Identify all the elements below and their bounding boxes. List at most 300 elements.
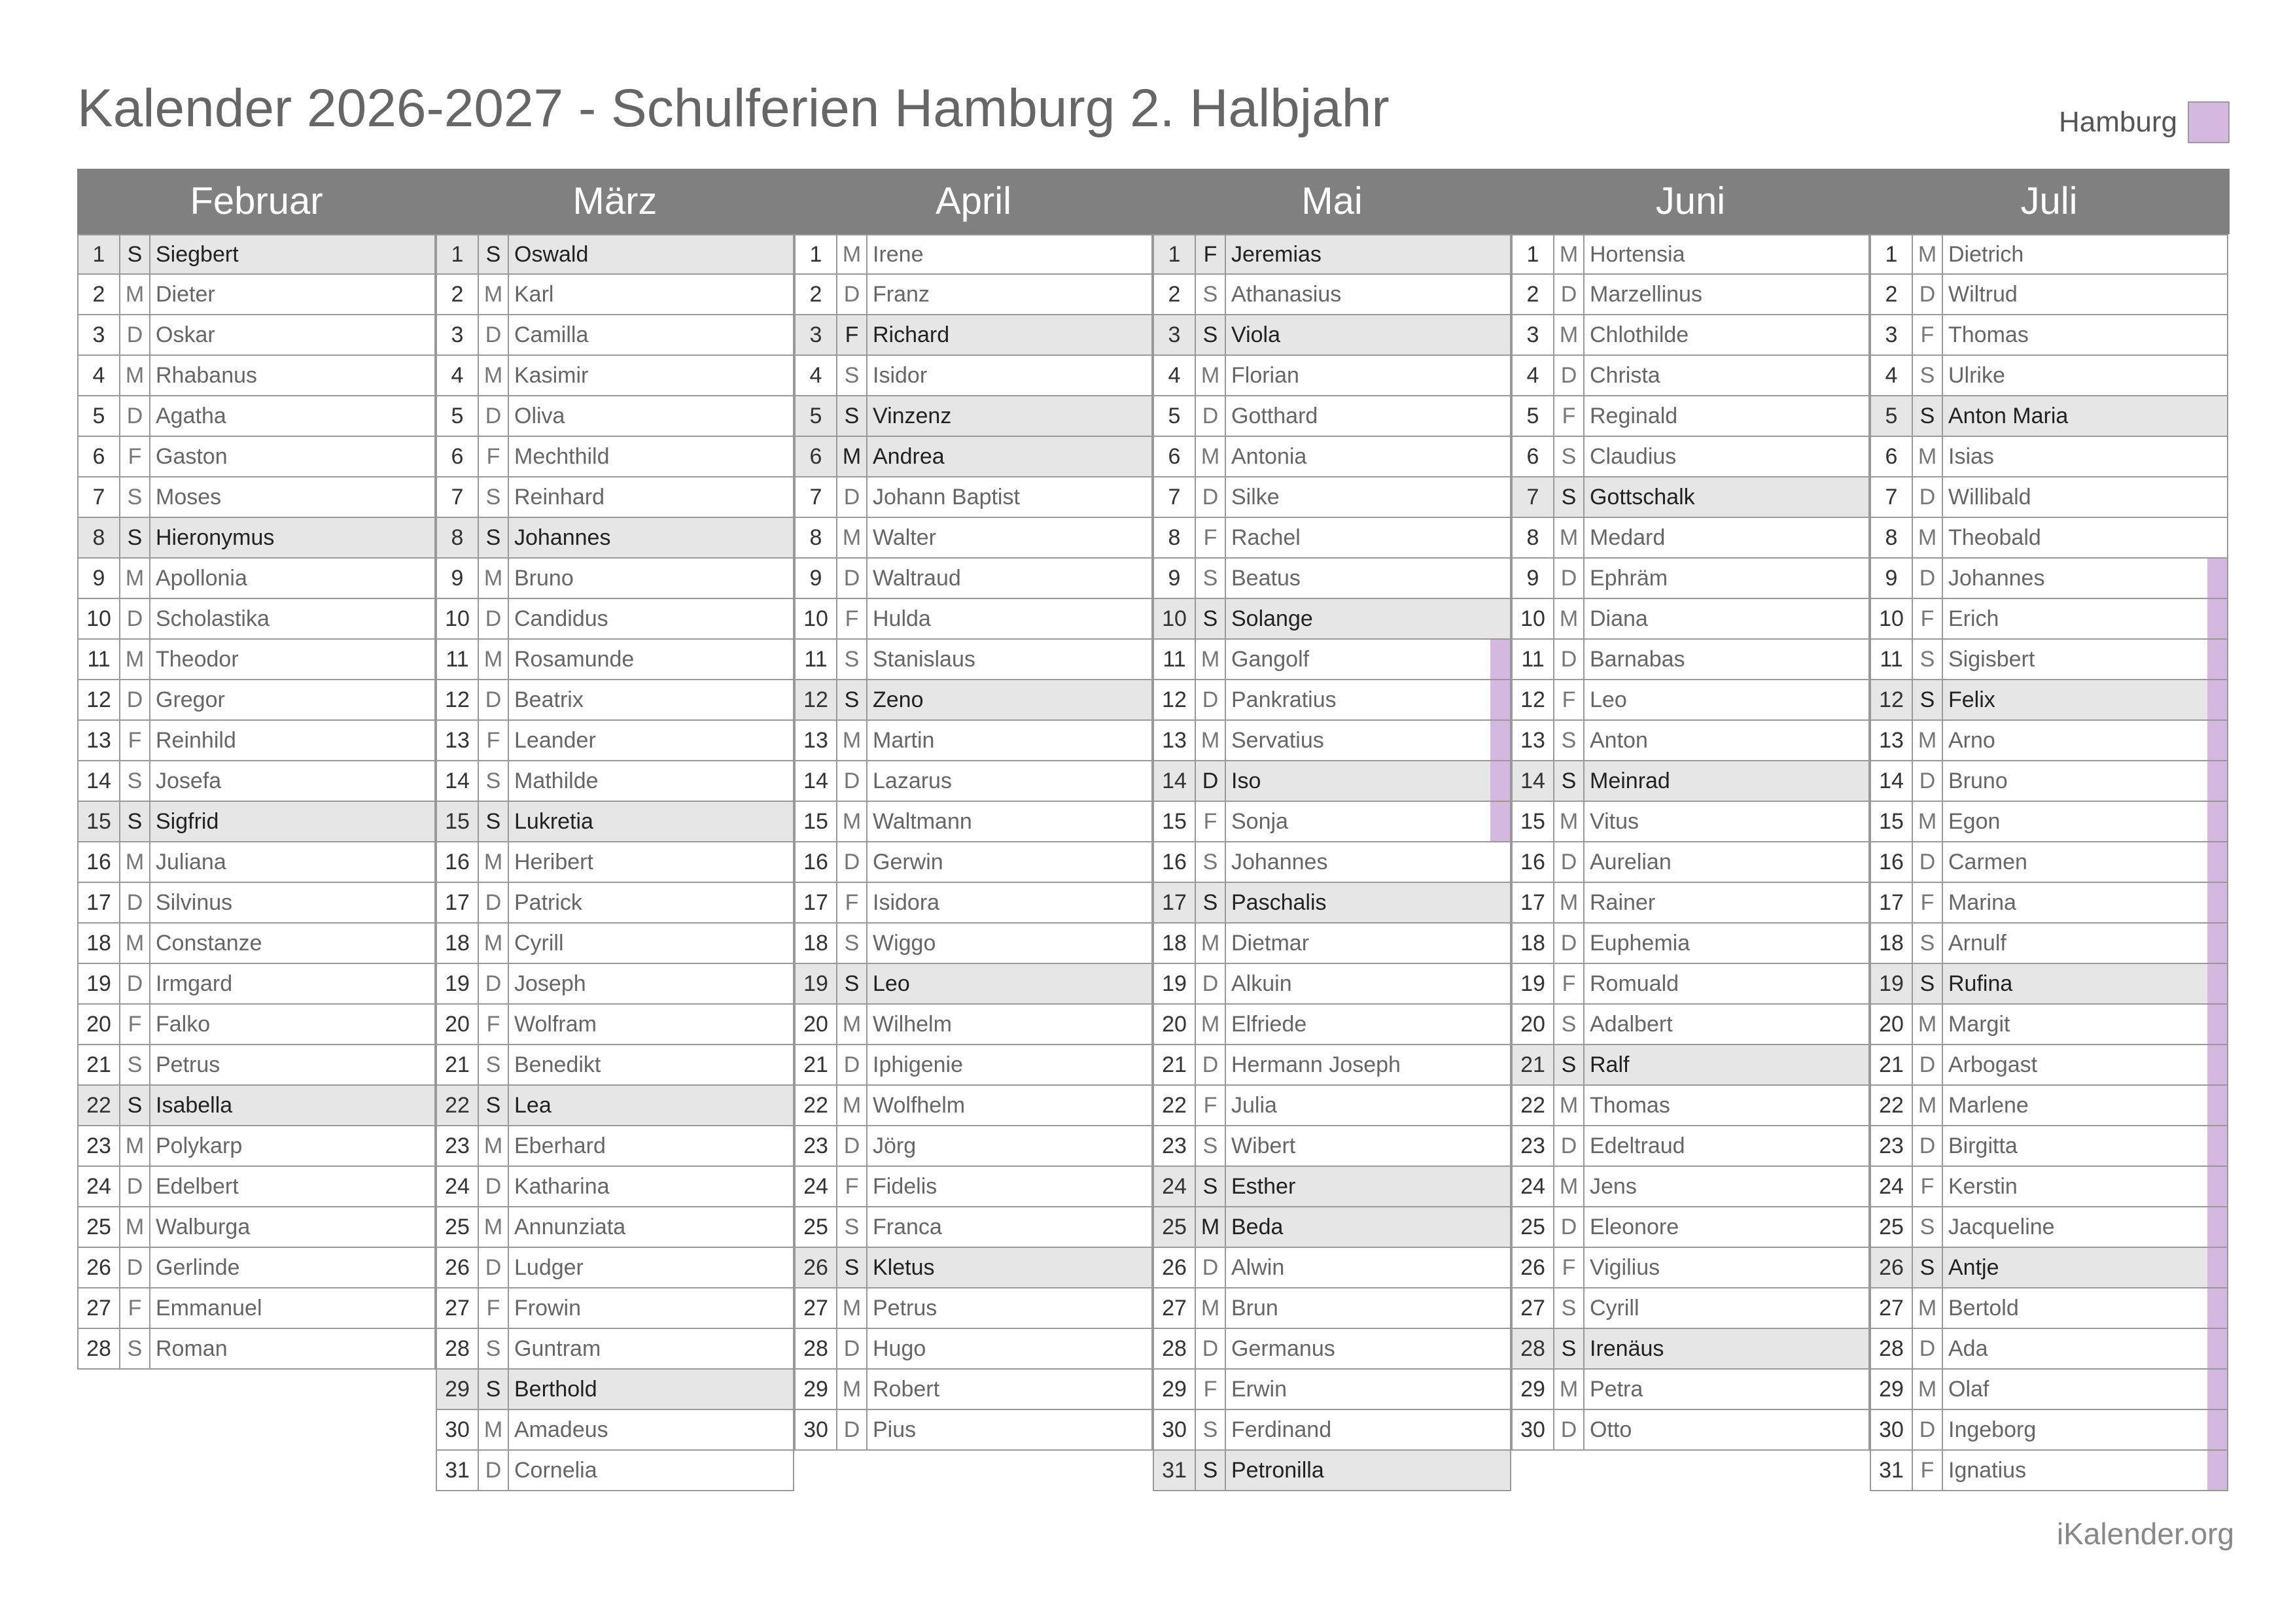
- name-day: Rachel: [1231, 525, 1301, 550]
- day-row: [1511, 640, 1870, 680]
- name-day: Isias: [1948, 444, 1994, 469]
- day-row: [794, 315, 1153, 356]
- name-day: Oswald: [514, 242, 589, 267]
- weekday-letter: M: [1554, 1167, 1585, 1206]
- weekday-letter: F: [1196, 518, 1226, 557]
- weekday-letter: M: [837, 1086, 867, 1125]
- day-number: 29: [437, 1370, 479, 1409]
- day-row: [1511, 721, 1870, 761]
- name-day: Adalbert: [1590, 1012, 1673, 1037]
- weekday-letter: D: [1196, 761, 1226, 801]
- name-day: Euphemia: [1590, 931, 1691, 956]
- name-day: Cyrill: [514, 931, 564, 956]
- day-number: 15: [1871, 802, 1913, 841]
- weekday-letter: M: [837, 802, 867, 841]
- name-day: Arnulf: [1948, 931, 2006, 956]
- day-number: 24: [79, 1167, 120, 1206]
- day-number: 22: [1871, 1086, 1913, 1125]
- holiday-marker: [2207, 842, 2227, 882]
- day-number: 1: [1513, 235, 1554, 273]
- name-day: Ulrike: [1948, 363, 2005, 388]
- day-number: 23: [796, 1126, 837, 1166]
- weekday-letter: S: [1913, 680, 1943, 719]
- day-number: 9: [796, 559, 837, 598]
- day-number: 26: [1154, 1248, 1196, 1287]
- weekday-letter: F: [120, 721, 150, 760]
- day-number: 31: [437, 1451, 479, 1490]
- day-number: 20: [796, 1005, 837, 1044]
- name-day: Wilhelm: [873, 1012, 952, 1037]
- weekday-letter: S: [120, 518, 150, 557]
- day-number: 2: [796, 275, 837, 314]
- weekday-letter: M: [837, 1288, 867, 1328]
- day-row: [436, 396, 794, 437]
- name-day: Rainer: [1590, 890, 1656, 915]
- day-row: [77, 477, 436, 518]
- day-row: [1870, 1248, 2228, 1288]
- day-number: 4: [437, 356, 479, 395]
- holiday-marker: [2207, 680, 2227, 719]
- day-number: 14: [1513, 761, 1554, 801]
- day-row: [1511, 477, 1870, 518]
- day-row: [1153, 640, 1511, 680]
- name-day: Oliva: [514, 404, 565, 428]
- day-row: [794, 842, 1153, 883]
- day-number: 9: [1154, 559, 1196, 598]
- name-day: Felix: [1948, 687, 1995, 712]
- day-number: 21: [1154, 1045, 1196, 1084]
- day-number: 6: [796, 437, 837, 476]
- day-row: [1153, 883, 1511, 924]
- day-number: 1: [1871, 235, 1913, 273]
- weekday-letter: D: [1913, 761, 1943, 801]
- day-row: [77, 842, 436, 883]
- day-row: [1153, 1126, 1511, 1167]
- weekday-letter: D: [837, 275, 867, 314]
- weekday-letter: S: [1913, 1207, 1943, 1247]
- day-number: 7: [1513, 477, 1554, 517]
- weekday-letter: S: [1554, 1045, 1585, 1084]
- day-row: [794, 356, 1153, 396]
- weekday-letter: S: [1196, 599, 1226, 638]
- weekday-letter: S: [1196, 275, 1226, 314]
- name-day: Walter: [873, 525, 936, 550]
- day-number: 7: [796, 477, 837, 517]
- day-row: [1153, 1207, 1511, 1248]
- day-number: 9: [79, 559, 120, 598]
- weekday-letter: D: [1913, 1045, 1943, 1084]
- weekday-letter: F: [120, 1005, 150, 1044]
- day-number: 2: [1513, 275, 1554, 314]
- name-day: Arbogast: [1948, 1052, 2038, 1077]
- day-number: 8: [79, 518, 120, 557]
- day-number: 19: [79, 964, 120, 1003]
- weekday-letter: M: [120, 640, 150, 679]
- day-row: [1153, 721, 1511, 761]
- day-row: [1511, 1370, 1870, 1410]
- weekday-letter: S: [120, 761, 150, 801]
- weekday-letter: M: [837, 1005, 867, 1044]
- day-number: 3: [1154, 315, 1196, 354]
- name-day: Gerlinde: [156, 1255, 240, 1280]
- weekday-letter: D: [479, 964, 509, 1003]
- weekday-letter: S: [120, 1086, 150, 1125]
- day-row: [1511, 315, 1870, 356]
- weekday-letter: F: [1913, 1167, 1943, 1206]
- day-number: 20: [437, 1005, 479, 1044]
- day-row: [1511, 842, 1870, 883]
- name-day: Franz: [873, 282, 930, 307]
- weekday-letter: M: [1196, 437, 1226, 476]
- day-row: [436, 518, 794, 559]
- day-number: 14: [1154, 761, 1196, 801]
- name-day: Wiggo: [873, 931, 936, 956]
- name-day: Waltmann: [873, 809, 972, 834]
- day-row: [77, 1045, 436, 1086]
- day-row: [1511, 1288, 1870, 1329]
- day-number: 25: [1513, 1207, 1554, 1247]
- weekday-letter: S: [837, 356, 867, 395]
- day-row: [436, 599, 794, 640]
- day-row: [77, 1288, 436, 1329]
- weekday-letter: D: [1554, 559, 1585, 598]
- weekday-letter: M: [479, 924, 509, 963]
- weekday-letter: M: [120, 842, 150, 882]
- weekday-letter: F: [837, 599, 867, 638]
- day-row: [794, 721, 1153, 761]
- day-row: [1511, 1045, 1870, 1086]
- day-number: 14: [1871, 761, 1913, 801]
- name-day: Arno: [1948, 728, 1995, 753]
- day-row: [1511, 1207, 1870, 1248]
- day-number: 25: [437, 1207, 479, 1247]
- weekday-letter: D: [120, 680, 150, 719]
- day-row: [436, 640, 794, 680]
- day-row: [794, 761, 1153, 802]
- name-day: Iso: [1231, 769, 1261, 793]
- day-row: [436, 802, 794, 842]
- name-day: Esther: [1231, 1174, 1296, 1199]
- day-number: 21: [1871, 1045, 1913, 1084]
- weekday-letter: M: [120, 1126, 150, 1166]
- day-row: [436, 315, 794, 356]
- day-number: 26: [1513, 1248, 1554, 1287]
- day-number: 1: [796, 235, 837, 273]
- day-number: 15: [796, 802, 837, 841]
- name-day: Martin: [873, 728, 935, 753]
- name-day: Aurelian: [1590, 850, 1672, 874]
- day-number: 18: [1154, 924, 1196, 963]
- day-row: [436, 1451, 794, 1491]
- name-day: Rhabanus: [156, 363, 258, 388]
- weekday-letter: D: [479, 599, 509, 638]
- day-number: 2: [1154, 275, 1196, 314]
- name-day: Anton Maria: [1948, 404, 2069, 428]
- day-row: [1870, 1288, 2228, 1329]
- weekday-letter: S: [1913, 640, 1943, 679]
- name-day: Ignatius: [1948, 1458, 2027, 1483]
- name-day: Marlene: [1948, 1093, 2029, 1118]
- day-row: [1153, 1329, 1511, 1370]
- day-row: [436, 437, 794, 477]
- day-row: [794, 234, 1153, 275]
- weekday-letter: F: [1913, 883, 1943, 922]
- weekday-letter: M: [479, 559, 509, 598]
- day-number: 23: [1513, 1126, 1554, 1166]
- holiday-marker: [1490, 640, 1510, 679]
- weekday-letter: M: [479, 1410, 509, 1449]
- day-number: 6: [437, 437, 479, 476]
- name-day: Scholastika: [156, 606, 270, 631]
- day-row: [794, 802, 1153, 842]
- weekday-letter: D: [1554, 275, 1585, 314]
- weekday-letter: D: [120, 883, 150, 922]
- day-row: [1153, 437, 1511, 477]
- day-number: 14: [437, 761, 479, 801]
- name-day: Petronilla: [1231, 1458, 1324, 1483]
- day-number: 5: [1871, 396, 1913, 436]
- weekday-letter: D: [1196, 396, 1226, 436]
- weekday-letter: M: [479, 1207, 509, 1247]
- name-day: Stanislaus: [873, 647, 975, 672]
- day-number: 29: [796, 1370, 837, 1409]
- weekday-letter: F: [837, 315, 867, 354]
- day-number: 22: [796, 1086, 837, 1125]
- holiday-marker: [1490, 761, 1510, 801]
- day-row: [1153, 315, 1511, 356]
- weekday-letter: S: [479, 235, 509, 273]
- name-day: Ralf: [1590, 1052, 1630, 1077]
- day-number: 10: [1871, 599, 1913, 638]
- day-number: 19: [796, 964, 837, 1003]
- name-day: Diana: [1590, 606, 1648, 631]
- day-number: 30: [437, 1410, 479, 1449]
- weekday-letter: F: [837, 1167, 867, 1206]
- weekday-letter: S: [1913, 356, 1943, 395]
- name-day: Solange: [1231, 606, 1313, 631]
- day-row: [436, 1410, 794, 1451]
- weekday-letter: D: [1554, 842, 1585, 882]
- day-number: 27: [1513, 1288, 1554, 1328]
- day-number: 24: [796, 1167, 837, 1206]
- holiday-marker: [2207, 924, 2227, 963]
- day-number: 17: [796, 883, 837, 922]
- weekday-letter: D: [479, 1248, 509, 1287]
- weekday-letter: S: [1913, 1248, 1943, 1287]
- weekday-letter: F: [120, 437, 150, 476]
- name-day: Candidus: [514, 606, 608, 631]
- weekday-letter: S: [1196, 1451, 1226, 1490]
- day-row: [1511, 1086, 1870, 1126]
- weekday-letter: D: [1196, 964, 1226, 1003]
- name-day: Petrus: [873, 1296, 937, 1321]
- name-day: Guntram: [514, 1336, 601, 1361]
- weekday-letter: D: [1554, 1410, 1585, 1449]
- day-row: [794, 883, 1153, 924]
- weekday-letter: M: [1913, 802, 1943, 841]
- day-row: [1870, 356, 2228, 396]
- name-day: Constanze: [156, 931, 262, 956]
- day-number: 27: [1871, 1288, 1913, 1328]
- day-number: 25: [1871, 1207, 1913, 1247]
- day-number: 1: [437, 235, 479, 273]
- day-number: 20: [79, 1005, 120, 1044]
- weekday-letter: M: [1196, 640, 1226, 679]
- name-day: Ingeborg: [1948, 1417, 2037, 1442]
- weekday-letter: S: [120, 1045, 150, 1084]
- day-number: 17: [437, 883, 479, 922]
- name-day: Romuald: [1590, 971, 1679, 996]
- name-day: Roman: [156, 1336, 228, 1361]
- name-day: Johann Baptist: [873, 485, 1020, 510]
- name-day: Reinhild: [156, 728, 236, 753]
- name-day: Zeno: [873, 687, 924, 712]
- day-number: 18: [1871, 924, 1913, 963]
- day-number: 12: [437, 680, 479, 719]
- day-number: 30: [1154, 1410, 1196, 1449]
- legend-label: Hamburg: [2059, 106, 2177, 138]
- day-number: 3: [796, 315, 837, 354]
- name-day: Agatha: [156, 404, 226, 428]
- weekday-letter: M: [479, 356, 509, 395]
- day-number: 16: [1871, 842, 1913, 882]
- day-row: [1153, 1288, 1511, 1329]
- name-day: Benedikt: [514, 1052, 601, 1077]
- weekday-letter: M: [1196, 721, 1226, 760]
- name-day: Sigfrid: [156, 809, 219, 834]
- name-day: Reginald: [1590, 404, 1678, 428]
- weekday-letter: D: [1196, 1248, 1226, 1287]
- weekday-letter: M: [837, 518, 867, 557]
- day-row: [1870, 1451, 2228, 1491]
- weekday-letter: D: [1913, 1410, 1943, 1449]
- day-row: [436, 842, 794, 883]
- month-header: Juli: [2020, 180, 2078, 222]
- weekday-letter: M: [1913, 1370, 1943, 1409]
- name-day: Moses: [156, 485, 222, 510]
- weekday-letter: F: [1554, 964, 1585, 1003]
- name-day: Pankratius: [1231, 687, 1337, 712]
- name-day: Edelbert: [156, 1174, 239, 1199]
- name-day: Beatus: [1231, 566, 1301, 591]
- day-row: [1870, 883, 2228, 924]
- weekday-letter: S: [120, 1329, 150, 1368]
- day-number: 22: [437, 1086, 479, 1125]
- day-row: [1870, 1167, 2228, 1207]
- day-row: [1870, 437, 2228, 477]
- day-row: [1870, 559, 2228, 599]
- day-number: 6: [79, 437, 120, 476]
- day-row: [1511, 1329, 1870, 1370]
- name-day: Petrus: [156, 1052, 220, 1077]
- day-row: [77, 1005, 436, 1045]
- day-row: [77, 437, 436, 477]
- day-row: [1511, 1167, 1870, 1207]
- day-row: [1870, 599, 2228, 640]
- name-day: Marina: [1948, 890, 2016, 915]
- name-day: Mechthild: [514, 444, 610, 469]
- day-number: 28: [1513, 1329, 1554, 1368]
- day-row: [1870, 275, 2228, 315]
- day-row: [794, 1410, 1153, 1451]
- day-number: 11: [796, 640, 837, 679]
- day-number: 17: [1154, 883, 1196, 922]
- weekday-letter: S: [1196, 842, 1226, 882]
- day-row: [794, 924, 1153, 964]
- name-day: Mathilde: [514, 769, 599, 793]
- day-row: [77, 1329, 436, 1370]
- weekday-letter: S: [479, 1086, 509, 1125]
- day-number: 23: [1154, 1126, 1196, 1166]
- weekday-letter: D: [1554, 1126, 1585, 1166]
- day-number: 26: [437, 1248, 479, 1287]
- day-row: [794, 1086, 1153, 1126]
- name-day: Silvinus: [156, 890, 233, 915]
- day-number: 19: [1871, 964, 1913, 1003]
- day-row: [1870, 234, 2228, 275]
- day-row: [794, 477, 1153, 518]
- name-day: Falko: [156, 1012, 211, 1037]
- weekday-letter: M: [837, 1370, 867, 1409]
- day-number: 12: [1513, 680, 1554, 719]
- weekday-letter: D: [120, 599, 150, 638]
- holiday-marker: [2207, 761, 2227, 801]
- day-number: 8: [1871, 518, 1913, 557]
- name-day: Cornelia: [514, 1458, 597, 1483]
- weekday-letter: S: [1913, 964, 1943, 1003]
- name-day: Robert: [873, 1377, 940, 1402]
- name-day: Isidor: [873, 363, 928, 388]
- weekday-letter: S: [837, 680, 867, 719]
- day-number: 17: [79, 883, 120, 922]
- weekday-letter: S: [479, 1370, 509, 1409]
- day-row: [1511, 924, 1870, 964]
- day-number: 13: [1871, 721, 1913, 760]
- name-day: Vitus: [1590, 809, 1639, 834]
- holiday-marker: [2207, 1167, 2227, 1206]
- day-number: 20: [1513, 1005, 1554, 1044]
- name-day: Isabella: [156, 1093, 233, 1118]
- name-day: Lazarus: [873, 769, 952, 793]
- day-row: [436, 1086, 794, 1126]
- weekday-letter: S: [120, 477, 150, 517]
- day-row: [1511, 599, 1870, 640]
- day-row: [1870, 640, 2228, 680]
- day-row: [436, 1207, 794, 1248]
- name-day: Irenäus: [1590, 1336, 1664, 1361]
- weekday-letter: M: [837, 437, 867, 476]
- name-day: Siegbert: [156, 242, 239, 267]
- day-row: [436, 1288, 794, 1329]
- day-number: 12: [1871, 680, 1913, 719]
- weekday-letter: M: [1196, 924, 1226, 963]
- legend: [2059, 99, 2230, 145]
- weekday-letter: F: [1913, 599, 1943, 638]
- weekday-letter: M: [1913, 1288, 1943, 1328]
- day-row: [1870, 964, 2228, 1005]
- day-number: 29: [1513, 1370, 1554, 1409]
- name-day: Amadeus: [514, 1417, 608, 1442]
- day-number: 7: [1154, 477, 1196, 517]
- day-row: [794, 680, 1153, 721]
- day-number: 16: [1154, 842, 1196, 882]
- weekday-letter: D: [1196, 1045, 1226, 1084]
- day-number: 5: [437, 396, 479, 436]
- name-day: Hermann Joseph: [1231, 1052, 1401, 1077]
- day-row: [794, 599, 1153, 640]
- name-day: Alwin: [1231, 1255, 1285, 1280]
- day-row: [1153, 1045, 1511, 1086]
